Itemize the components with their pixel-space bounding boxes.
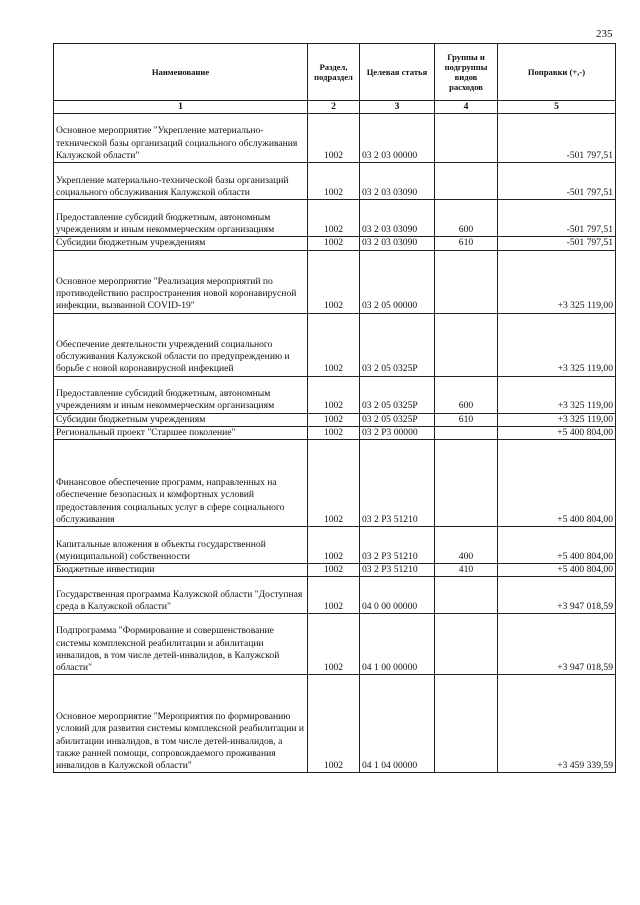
row-section: 1002 [308,577,360,614]
row-amendment-amount: -501 797,51 [498,163,616,200]
row-name: Государственная программа Калужской области "Доступная среда в Калужской области" [54,577,308,614]
row-section: 1002 [308,564,360,577]
row-target-article: 03 2 05 00000 [360,250,435,313]
row-amendment-amount: +5 400 804,00 [498,564,616,577]
row-name: Финансовое обеспечение программ, направленных на обеспечение безопасных и комфортных условий предоставления социальных услуг в сфере социального обслуживания [54,440,308,527]
row-section: 1002 [308,313,360,376]
row-expense-group: 610 [435,413,498,426]
col-number: 1 [54,101,308,114]
row-expense-group [435,313,498,376]
col-number: 3 [360,101,435,114]
row-section: 1002 [308,237,360,250]
row-name: Региональный проект "Старшее поколение" [54,426,308,439]
table-row [54,250,616,313]
row-expense-group [435,440,498,527]
row-name: Субсидии бюджетным учреждениям [54,413,308,426]
row-section: 1002 [308,413,360,426]
row-target-article: 04 1 00 00000 [360,614,435,675]
row-name: Обеспечение деятельности учреждений социального обслуживания Калужской области по предупреждению и борьбе с новой коронавирусной инфекцией [54,313,308,376]
table-row [54,614,616,675]
page-number: 235 [596,28,613,40]
row-amendment-amount: +3 947 018,59 [498,614,616,675]
row-section: 1002 [308,614,360,675]
table-header-row [54,44,616,101]
row-name: Основное мероприятие "Укрепление материально-технической базы организаций социального обслуживания Калужской области" [54,114,308,163]
row-expense-group [435,250,498,313]
row-target-article: 04 1 04 00000 [360,675,435,773]
row-amendment-amount: +5 400 804,00 [498,426,616,439]
table-row [54,376,616,413]
row-section: 1002 [308,114,360,163]
table-row [54,426,616,439]
row-expense-group [435,426,498,439]
row-target-article: 04 0 00 00000 [360,577,435,614]
table-row [54,114,616,163]
header-target: Целевая статья [360,44,435,101]
row-target-article: 03 2 03 00000 [360,114,435,163]
row-section: 1002 [308,440,360,527]
row-expense-group [435,675,498,773]
row-expense-group: 410 [435,564,498,577]
header-name: Наименование [54,44,308,101]
row-section: 1002 [308,527,360,564]
column-number-row [54,101,616,114]
row-expense-group [435,614,498,675]
row-expense-group: 610 [435,237,498,250]
row-expense-group [435,577,498,614]
table-row [54,440,616,527]
row-section: 1002 [308,250,360,313]
row-amendment-amount: +3 459 339,59 [498,675,616,773]
table-row [54,237,616,250]
row-target-article: 03 2 Р3 51210 [360,564,435,577]
row-target-article: 03 2 03 03090 [360,200,435,237]
row-expense-group [435,114,498,163]
row-amendment-amount: +3 325 119,00 [498,413,616,426]
row-expense-group [435,163,498,200]
table-row [54,527,616,564]
header-amendments: Поправки (+,-) [498,44,616,101]
row-name: Субсидии бюджетным учреждениям [54,237,308,250]
row-name: Предоставление субсидий бюджетным, автономным учреждениям и иным некоммерческим организациям [54,376,308,413]
row-name: Капитальные вложения в объекты государственной (муниципальной) собственности [54,527,308,564]
row-target-article: 03 2 Р3 51210 [360,440,435,527]
row-target-article: 03 2 05 0325Р [360,413,435,426]
row-name: Основное мероприятие "Реализация мероприятий по противодействию распространения новой коронавирусной инфекции, вызванной COVID-19" [54,250,308,313]
table-row [54,313,616,376]
row-target-article: 03 2 03 03090 [360,237,435,250]
table-body [54,114,616,773]
row-target-article: 03 2 05 0325Р [360,376,435,413]
row-amendment-amount: +3 947 018,59 [498,577,616,614]
row-name: Подпрограмма "Формирование и совершенствование системы комплексной реабилитации и абилитации инвалидов, в том числе детей-инвалидов, в Калужской области" [54,614,308,675]
row-section: 1002 [308,426,360,439]
table-row [54,675,616,773]
row-name: Основное мероприятие "Мероприятия по формированию условий для развития системы комплексной реабилитации и абилитации инвалидов, в том числе детей-инвалидов, а также ранней помощи, сопровождаемого проживания инвалидов в Калужской области" [54,675,308,773]
table-row [54,163,616,200]
row-target-article: 03 2 05 0325Р [360,313,435,376]
row-target-article: 03 2 Р3 00000 [360,426,435,439]
row-amendment-amount: +3 325 119,00 [498,313,616,376]
row-target-article: 03 2 Р3 51210 [360,527,435,564]
col-number: 2 [308,101,360,114]
budget-amendments-table [53,43,616,773]
table-row [54,577,616,614]
row-target-article: 03 2 03 03090 [360,163,435,200]
table-row [54,413,616,426]
row-amendment-amount: +5 400 804,00 [498,440,616,527]
header-groups: Группы и подгруппы видов расходов [435,44,498,101]
col-number: 5 [498,101,616,114]
row-name: Предоставление субсидий бюджетным, автономным учреждениям и иным некоммерческим организациям [54,200,308,237]
row-name: Бюджетные инвестиции [54,564,308,577]
col-number: 4 [435,101,498,114]
row-expense-group: 600 [435,376,498,413]
row-section: 1002 [308,163,360,200]
table-row [54,200,616,237]
row-name: Укрепление материально-технической базы организаций социального обслуживания Калужской области [54,163,308,200]
row-section: 1002 [308,376,360,413]
row-section: 1002 [308,200,360,237]
row-amendment-amount: -501 797,51 [498,114,616,163]
row-expense-group: 600 [435,200,498,237]
table-row [54,564,616,577]
row-amendment-amount: -501 797,51 [498,200,616,237]
row-amendment-amount: +5 400 804,00 [498,527,616,564]
header-section: Раздел, подраздел [308,44,360,101]
row-amendment-amount: +3 325 119,00 [498,250,616,313]
row-amendment-amount: -501 797,51 [498,237,616,250]
row-expense-group: 400 [435,527,498,564]
row-section: 1002 [308,675,360,773]
row-amendment-amount: +3 325 119,00 [498,376,616,413]
